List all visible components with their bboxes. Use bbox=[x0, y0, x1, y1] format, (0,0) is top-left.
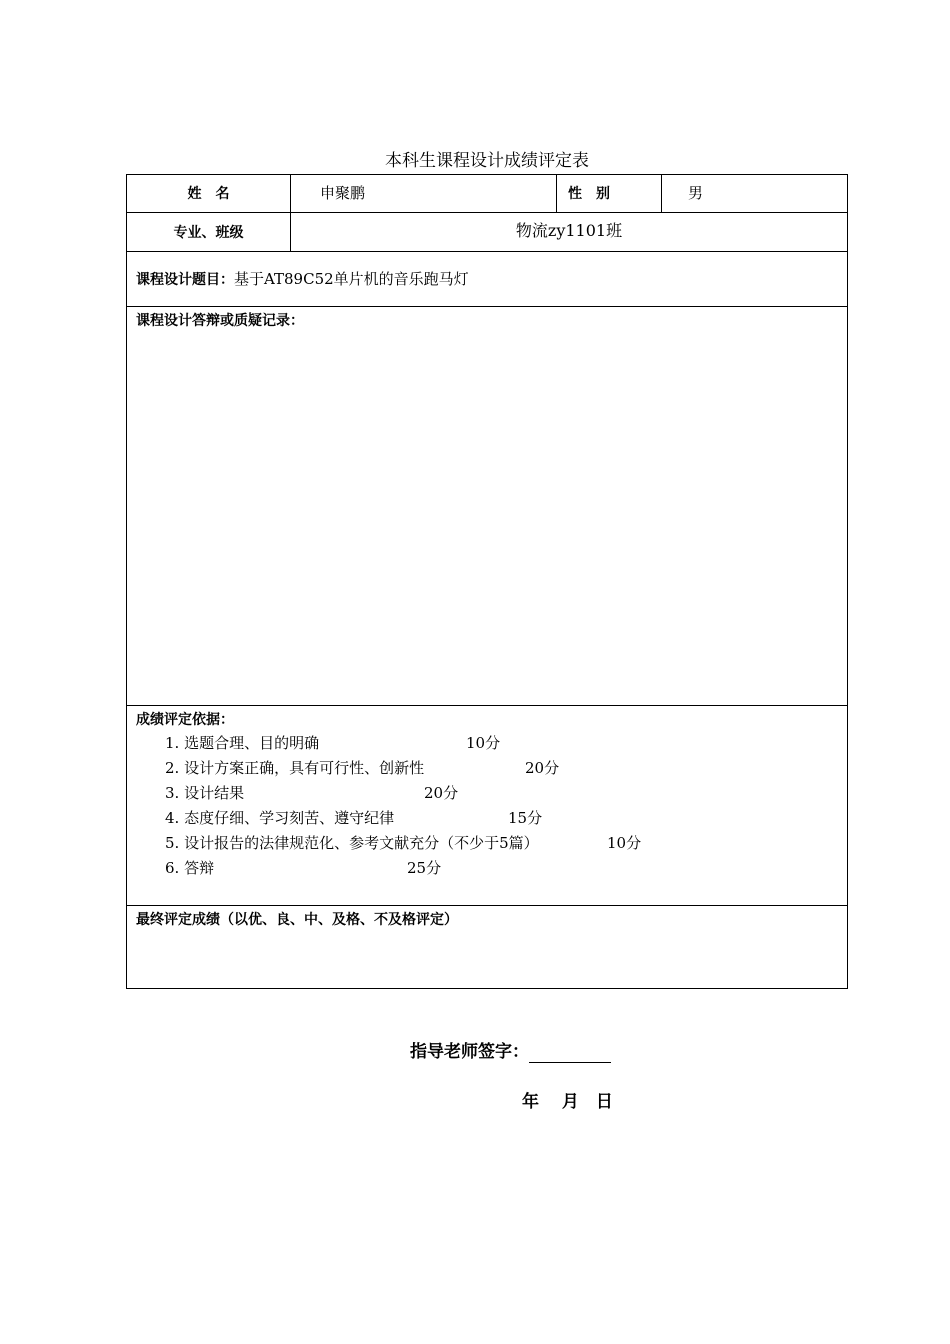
row-divider bbox=[127, 306, 847, 307]
topic-row bbox=[136, 269, 469, 290]
major-class-label: 专业、班级 bbox=[173, 225, 244, 241]
name-value: 申聚鹏 bbox=[320, 184, 366, 202]
grading-basis-label: 成绩评定依据： bbox=[136, 712, 234, 728]
basis-item: 1. 选题合理、目的明确 bbox=[165, 734, 320, 752]
gender-value: 男 bbox=[688, 184, 704, 202]
advisor-signature-label: 指导老师签字： bbox=[410, 1042, 529, 1062]
basis-item: 4. 态度仔细、学习刻苦、遵守纪律 bbox=[165, 809, 395, 827]
basis-item: 6. 答辩 bbox=[165, 859, 215, 877]
topic-value: 基于AT89C52单片机的音乐跑马灯 bbox=[234, 270, 469, 288]
basis-score: 15分 bbox=[508, 809, 543, 827]
row-divider bbox=[127, 705, 847, 706]
row-divider bbox=[127, 212, 847, 213]
basis-score: 10分 bbox=[607, 834, 642, 852]
row-divider bbox=[127, 905, 847, 906]
row-divider bbox=[127, 251, 847, 252]
evaluation-table bbox=[126, 174, 848, 989]
basis-item: 2. 设计方案正确，具有可行性、创新性 bbox=[165, 759, 425, 777]
defense-record-label: 课程设计答辩或质疑记录： bbox=[136, 313, 304, 329]
signature-date: 年 月 日 bbox=[522, 1092, 613, 1112]
basis-item: 5. 设计报告的法律规范化、参考文献充分（不少于5篇） bbox=[165, 834, 539, 852]
basis-score: 20分 bbox=[525, 759, 560, 777]
advisor-signature bbox=[410, 1041, 611, 1063]
basis-score: 20分 bbox=[424, 784, 459, 802]
final-grade-label: 最终评定成绩（以优、良、中、及格、不及格评定） bbox=[136, 912, 458, 928]
basis-item: 3. 设计结果 bbox=[165, 784, 245, 802]
name-label: 姓 名 bbox=[187, 186, 230, 202]
gender-label: 性 别 bbox=[568, 186, 610, 202]
signature-line[interactable] bbox=[529, 1044, 611, 1063]
form-title: 本科生课程设计成绩评定表 bbox=[385, 151, 589, 171]
column-divider bbox=[556, 175, 557, 212]
topic-label: 课程设计题目： bbox=[136, 272, 234, 288]
basis-score: 10分 bbox=[466, 734, 501, 752]
column-divider bbox=[661, 175, 662, 212]
basis-score: 25分 bbox=[407, 859, 442, 877]
major-class-value: 物流zy1101班 bbox=[515, 221, 623, 240]
